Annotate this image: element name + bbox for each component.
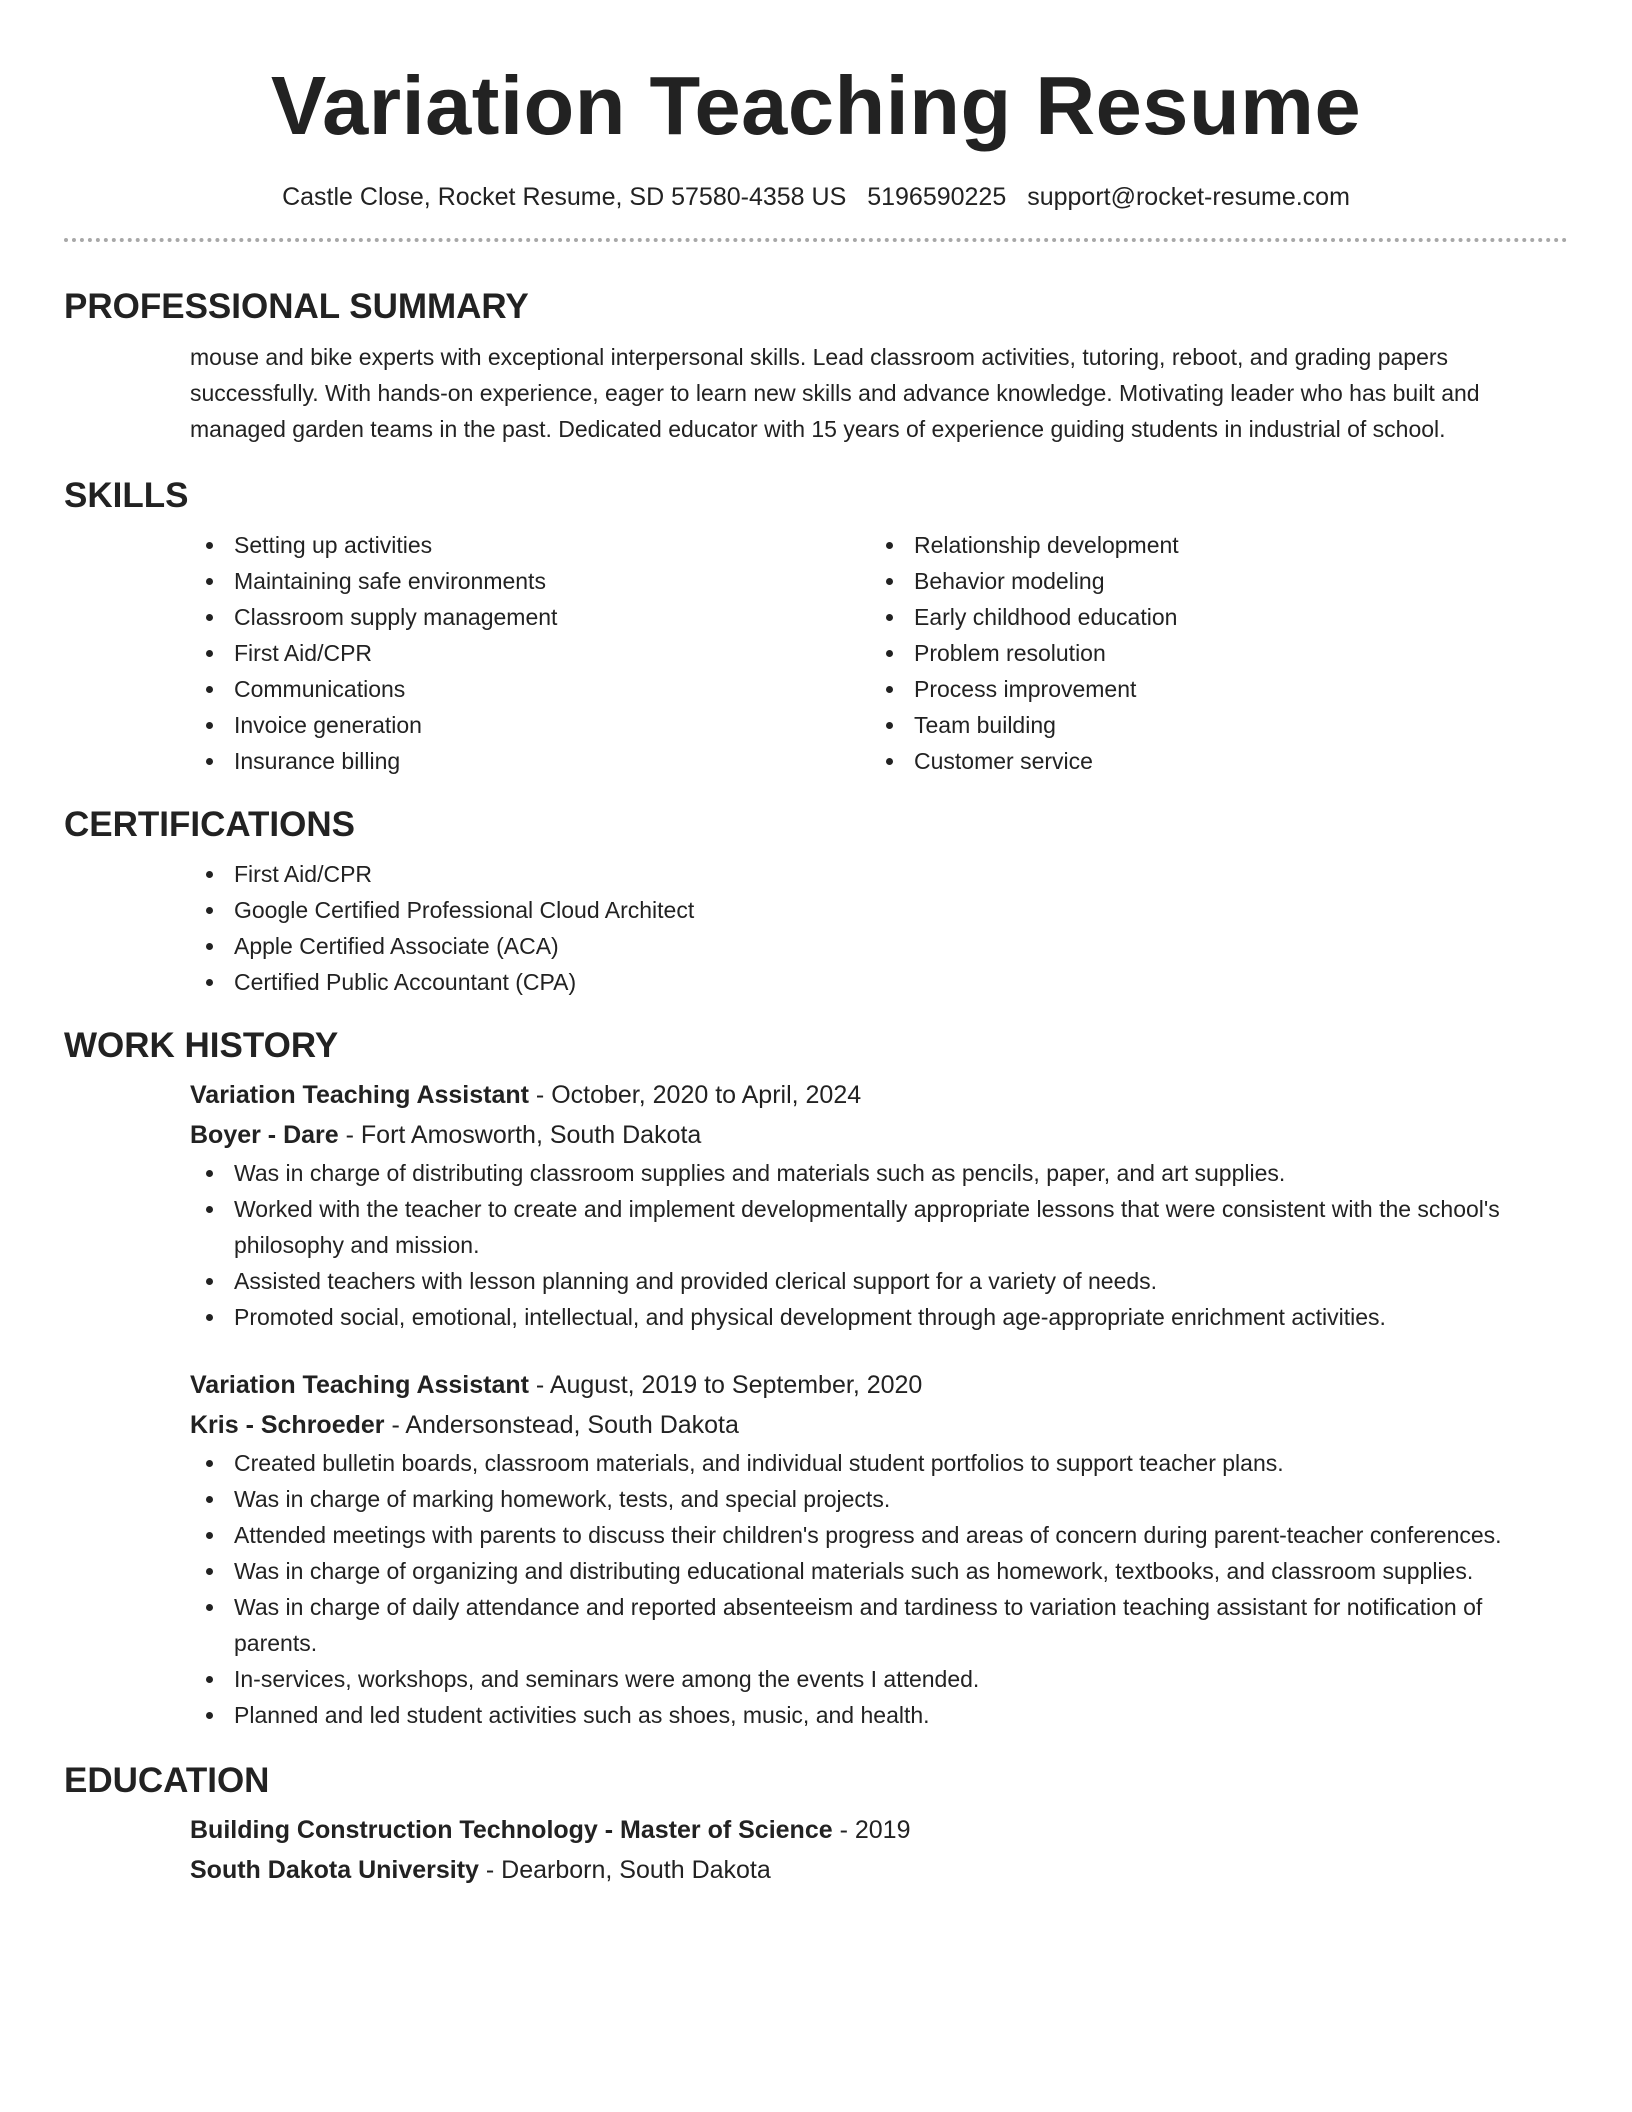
skills-list-right	[870, 527, 1550, 779]
job-duty: Attended meetings with parents to discuss their children's progress and areas of concern during parent-teacher conferences.	[190, 1517, 1568, 1553]
skill-item: Behavior modeling	[870, 563, 1550, 599]
skill-item: First Aid/CPR	[190, 635, 870, 671]
skill-item: Problem resolution	[870, 635, 1550, 671]
job-duty: Was in charge of daily attendance and reported absenteeism and tardiness to variation teaching assistant for notification of parents.	[190, 1589, 1568, 1661]
skills-list-left	[190, 527, 870, 779]
job-role: Variation Teaching Assistant	[190, 1081, 529, 1109]
education-year: - 2019	[832, 1816, 911, 1844]
skill-item: Communications	[190, 671, 870, 707]
job-role: Variation Teaching Assistant	[190, 1371, 529, 1399]
certifications-list	[190, 856, 1568, 1000]
summary-text: mouse and bike experts with exceptional interpersonal skills. Lead classroom activities, tutoring, reboot, and grading papers successfully. With hands-on experience, eager to learn new skills and advance knowledge. Motivating leader who has built and managed garden teams in the past. Dedicated educator with 15 years of experience guiding students in industrial of school.	[190, 344, 1480, 442]
work-history-heading: WORK HISTORY	[64, 1026, 339, 1065]
job-duties	[190, 1445, 1568, 1733]
skill-item: Insurance billing	[190, 743, 870, 779]
summary-heading: PROFESSIONAL SUMMARY	[64, 287, 529, 326]
skills-heading: SKILLS	[64, 476, 189, 515]
education-heading: EDUCATION	[64, 1761, 270, 1800]
job-title-line	[190, 1365, 1568, 1405]
job-duty: Was in charge of organizing and distributing educational materials such as homework, textbooks, and classroom supplies.	[190, 1553, 1568, 1589]
contact-address: Castle Close, Rocket Resume, SD 57580-4358 US	[282, 183, 847, 211]
contact-phone: 5196590225	[867, 183, 1007, 211]
education-school: South Dakota University	[190, 1856, 479, 1884]
job-entry	[190, 1365, 1568, 1733]
job-duty: Worked with the teacher to create and implement developmentally appropriate lessons that were consistent with the school's philosophy and mission.	[190, 1191, 1568, 1263]
certification-item: Apple Certified Associate (ACA)	[190, 928, 1568, 964]
job-company-line	[190, 1405, 1568, 1445]
certifications-section	[64, 856, 1568, 1000]
skill-item: Setting up activities	[190, 527, 870, 563]
education-location: - Dearborn, South Dakota	[478, 1856, 771, 1884]
certification-item: First Aid/CPR	[190, 856, 1568, 892]
job-location: - Fort Amosworth, South Dakota	[338, 1121, 702, 1149]
job-location: - Andersonstead, South Dakota	[384, 1411, 739, 1439]
summary-section	[64, 339, 1568, 447]
skill-item: Classroom supply management	[190, 599, 870, 635]
job-duties	[190, 1155, 1568, 1335]
contact-info	[64, 182, 1568, 212]
skill-item: Early childhood education	[870, 599, 1550, 635]
job-duty: Planned and led student activities such as shoes, music, and health.	[190, 1697, 1568, 1733]
job-duty: Was in charge of marking homework, tests, and special projects.	[190, 1481, 1568, 1517]
certification-item: Certified Public Accountant (CPA)	[190, 964, 1568, 1000]
job-duty: Created bulletin boards, classroom materials, and individual student portfolios to support teacher plans.	[190, 1445, 1568, 1481]
resume-title: Variation Teaching Resume	[270, 59, 1362, 152]
job-company: Kris - Schroeder	[190, 1411, 385, 1439]
skills-section	[64, 527, 1568, 779]
certification-item: Google Certified Professional Cloud Architect	[190, 892, 1568, 928]
skill-item: Relationship development	[870, 527, 1550, 563]
job-company: Boyer - Dare	[190, 1121, 339, 1149]
job-company-line	[190, 1115, 1568, 1155]
header-divider	[64, 238, 1568, 242]
education-school-line	[190, 1850, 1568, 1890]
skill-item: Team building	[870, 707, 1550, 743]
job-duty: In-services, workshops, and seminars were among the events I attended.	[190, 1661, 1568, 1697]
job-dates: - October, 2020 to April, 2024	[528, 1081, 862, 1109]
skill-item: Customer service	[870, 743, 1550, 779]
education-degree: Building Construction Technology - Master of Science	[190, 1816, 833, 1844]
job-duty: Assisted teachers with lesson planning and provided clerical support for a variety of needs.	[190, 1263, 1568, 1299]
skill-item: Maintaining safe environments	[190, 563, 870, 599]
work-history-section	[64, 1075, 1568, 1733]
job-duty: Promoted social, emotional, intellectual, and physical development through age-appropriate enrichment activities.	[190, 1299, 1568, 1335]
contact-email: support@rocket-resume.com	[1027, 183, 1350, 211]
skill-item: Process improvement	[870, 671, 1550, 707]
job-duty: Was in charge of distributing classroom supplies and materials such as pencils, paper, and art supplies.	[190, 1155, 1568, 1191]
education-degree-line	[190, 1810, 1568, 1850]
skill-item: Invoice generation	[190, 707, 870, 743]
job-entry	[190, 1075, 1568, 1335]
certifications-heading: CERTIFICATIONS	[64, 805, 356, 844]
education-section	[64, 1810, 1568, 1890]
job-title-line	[190, 1075, 1568, 1115]
job-dates: - August, 2019 to September, 2020	[528, 1371, 923, 1399]
